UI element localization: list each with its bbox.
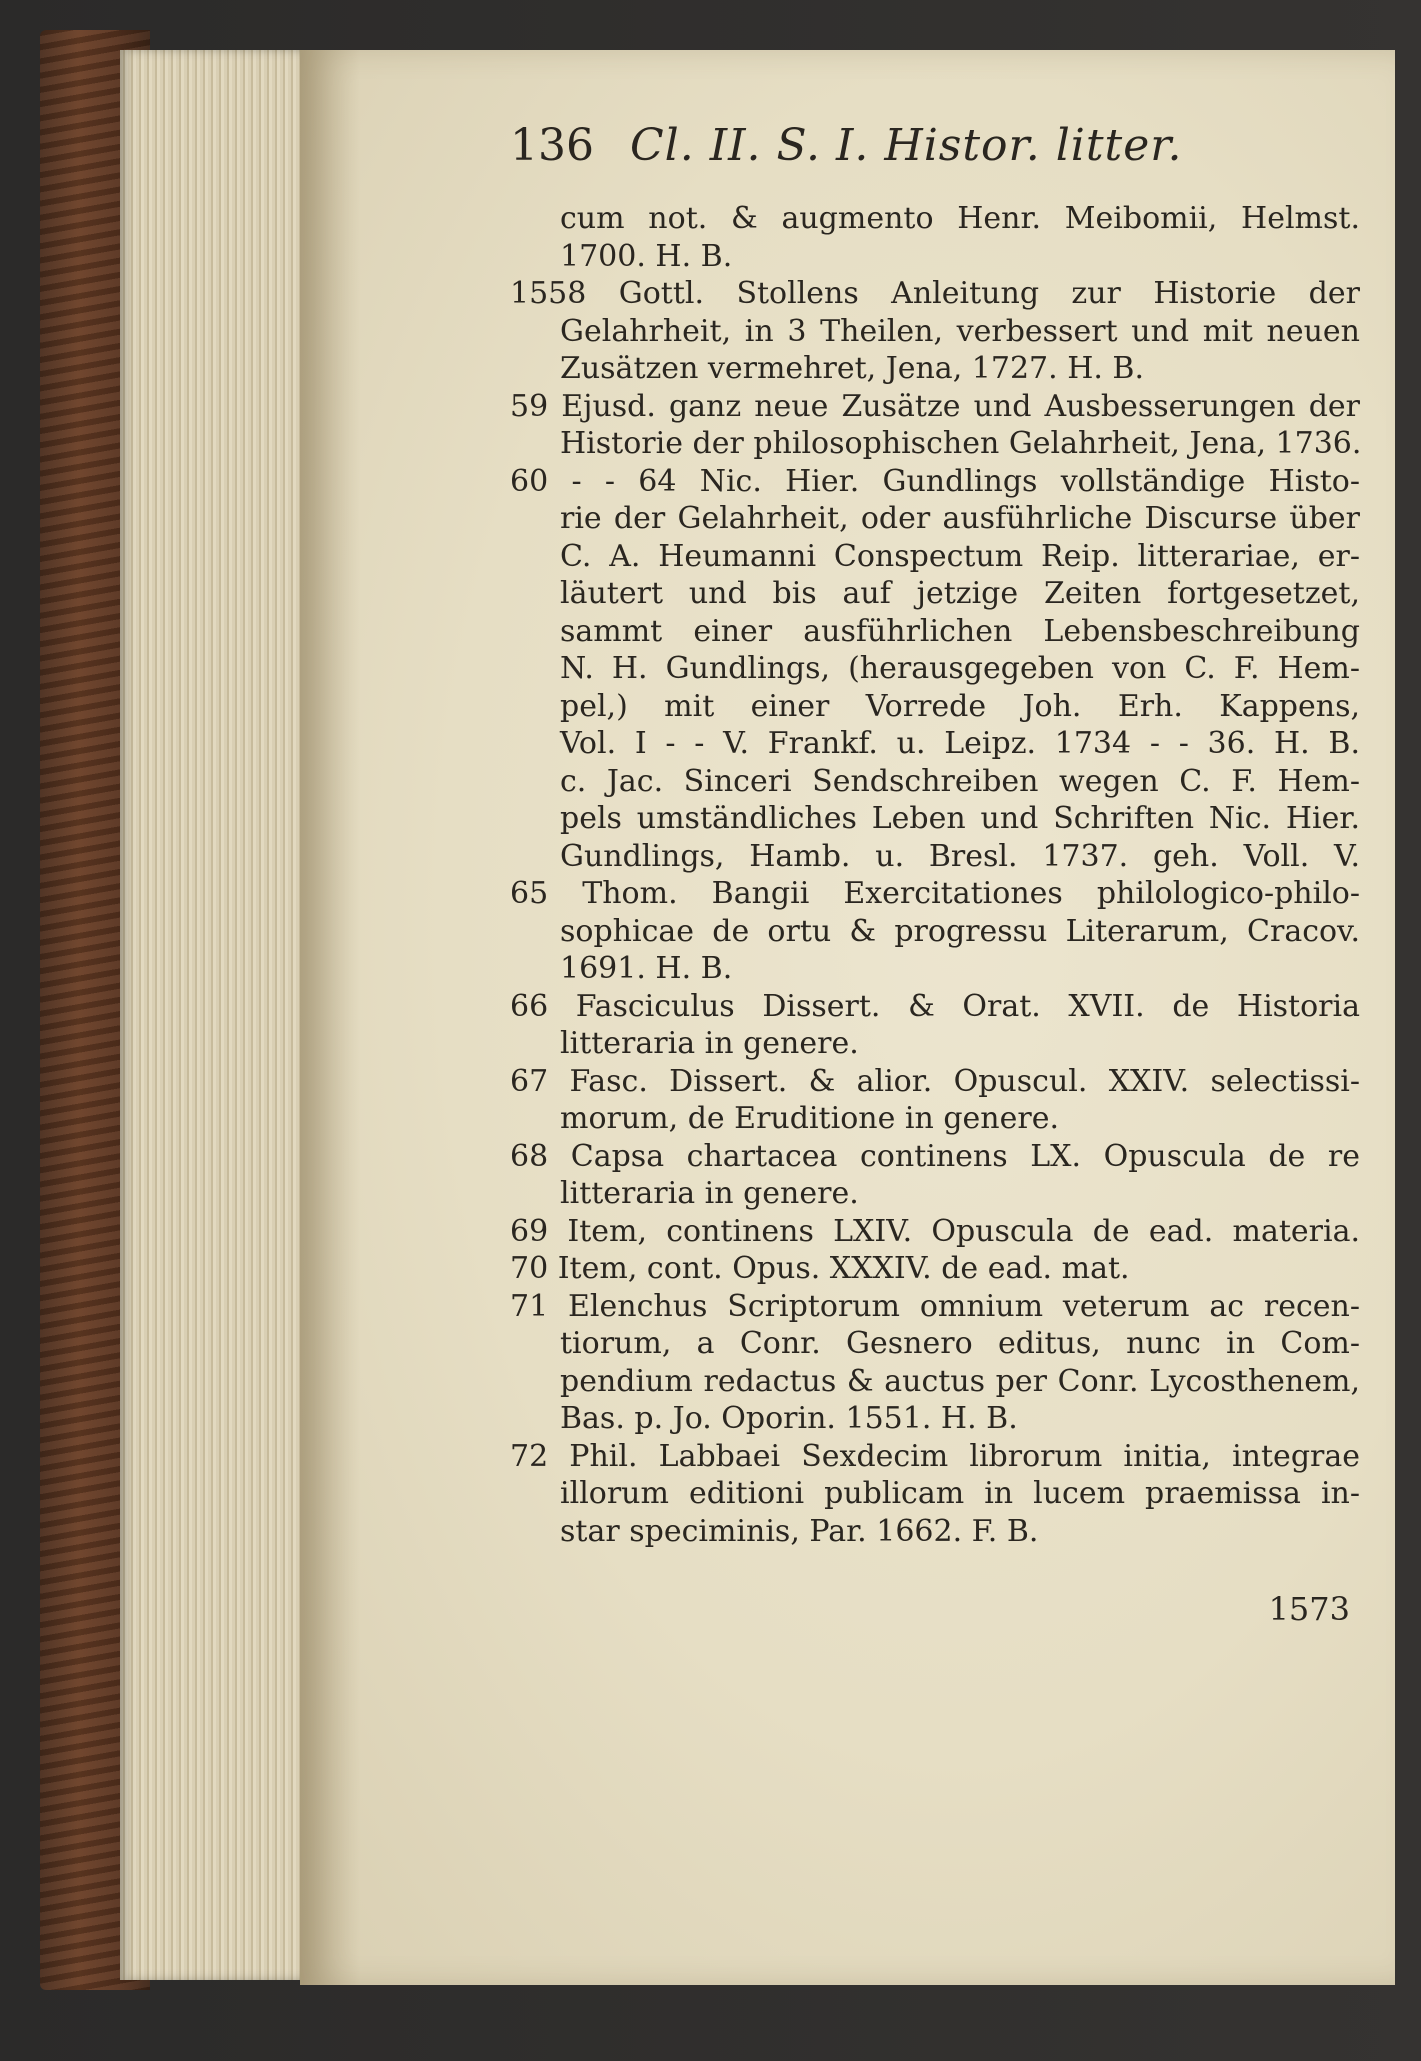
text-line: Gelahrheit, in 3 Theilen, verbessert und mit neuen xyxy=(560,313,1360,349)
text-line: 1700. H. B. xyxy=(560,238,733,274)
text-line: sammt einer ausführlichen Lebensbeschreibung xyxy=(560,613,1360,649)
text-line: star speciminis, Par. 1662. F. B. xyxy=(560,1513,1039,1549)
text-line: sophicae de ortu & progressu Literarum, Cracov. xyxy=(560,913,1360,949)
text-line: tiorum, a Conr. Gesnero editus, nunc in Com- xyxy=(560,1326,1360,1361)
text-line: Zusätzen vermehret, Jena, 1727. H. B. xyxy=(560,351,1145,386)
catalog-entries xyxy=(510,200,1360,1550)
text-line: 68 Capsa chartacea continens LX. Opuscula de re xyxy=(510,1138,1360,1174)
text-line: 65 Thom. Bangii Exercitationes philologico-philo- xyxy=(510,876,1360,911)
page-text-block xyxy=(510,120,1360,1628)
text-line: rie der Gelahrheit, oder ausführliche Discurse über xyxy=(560,501,1360,536)
text-line: 60 - - 64 Nic. Hier. Gundlings vollständige Histo- xyxy=(510,463,1360,499)
text-line: c. Jac. Sinceri Sendschreiben wegen C. F. Hem- xyxy=(560,763,1360,799)
text-line: C. A. Heumanni Conspectum Reip. litterariae, er- xyxy=(560,538,1360,574)
page-gutter-shadow xyxy=(300,50,360,1985)
text-line: morum, de Eruditione in genere. xyxy=(560,1101,1059,1136)
page-number: 136 xyxy=(510,120,594,171)
text-line: Historie der philosophischen Gelahrheit, Jena, 1736. xyxy=(560,426,1362,461)
text-line: pels umständliches Leben und Schriften Nic. Hier. xyxy=(560,801,1360,836)
text-line: 59 Ejusd. ganz neue Zusätze und Ausbesserungen der xyxy=(510,388,1360,424)
text-line: Vol. I - - V. Frankf. u. Leipz. 1734 - - 36. H. B. xyxy=(560,726,1360,761)
text-line: 67 Fasc. Dissert. & alior. Opuscul. XXIV. selectissi- xyxy=(510,1063,1360,1099)
text-line: 66 Fasciculus Dissert. & Orat. XVII. de Historia xyxy=(510,988,1360,1024)
text-line: cum not. & augmento Henr. Meibomii, Helmst. xyxy=(560,201,1360,236)
text-line: N. H. Gundlings, (herausgegeben von C. F. Hem- xyxy=(560,651,1360,686)
text-line: 1691. H. B. xyxy=(560,951,733,986)
text-line: läutert und bis auf jetzige Zeiten fortgesetzet, xyxy=(560,576,1360,611)
running-title: Cl. II. S. I. Histor. litter. xyxy=(630,120,1183,171)
text-line: 71 Elenchus Scriptorum omnium veterum ac recen- xyxy=(510,1288,1360,1324)
text-line: 1558 Gottl. Stollens Anleitung zur Historie der xyxy=(510,276,1360,311)
text-line: litteraria in genere. xyxy=(560,1176,859,1211)
catchword: 1573 xyxy=(1268,1590,1350,1628)
text-line: 70 Item, cont. Opus. XXXIV. de ead. mat. xyxy=(510,1251,1130,1286)
text-line: 72 Phil. Labbaei Sexdecim librorum initia, integrae xyxy=(510,1438,1360,1474)
text-line: Bas. p. Jo. Oporin. 1551. H. B. xyxy=(560,1401,1018,1436)
text-line: pendium redactus & auctus per Conr. Lycosthenem, xyxy=(560,1363,1360,1399)
running-header xyxy=(510,120,1360,200)
text-line: 69 Item, continens LXIV. Opuscula de ead. materia. xyxy=(510,1213,1360,1249)
text-line: Gundlings, Hamb. u. Bresl. 1737. geh. Voll. V. xyxy=(560,838,1360,874)
text-line: pel,) mit einer Vorrede Joh. Erh. Kappens, xyxy=(560,688,1360,724)
text-line: illorum editioni publicam in lucem praemissa in- xyxy=(560,1476,1360,1511)
text-line: litteraria in genere. xyxy=(560,1026,859,1061)
